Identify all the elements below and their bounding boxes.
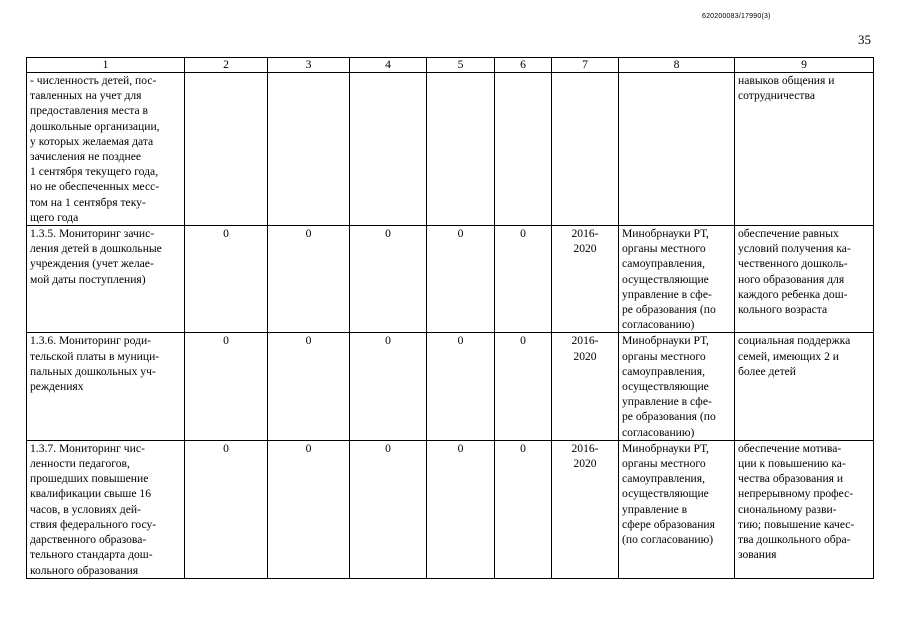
outcome-cell — [735, 440, 874, 578]
cell-text-line: 2016- — [571, 334, 599, 348]
cell-text-line: сотрудничества — [738, 89, 815, 103]
responsible-cell — [619, 333, 735, 440]
cell-text-line: 1 сентября текущего года, — [30, 165, 159, 179]
cell-text-line: обеспечение равных — [738, 227, 839, 241]
cell-text-line — [555, 73, 615, 88]
value-cell — [350, 73, 427, 226]
cell-text-line: зачисления не позднее — [30, 150, 142, 164]
cell-text-line: кольного образования — [30, 563, 139, 577]
cell-text-line: тавленных на учет для — [30, 89, 142, 103]
cell-text-line: чества образования и — [738, 472, 844, 486]
cell-text-line: семей, имеющих 2 и — [738, 349, 839, 363]
value-cell — [495, 73, 552, 226]
cell-text-line: прошедших повышение — [30, 472, 149, 486]
column-header-2: 2 — [185, 58, 268, 73]
cell-text-line: (по согласованию) — [622, 533, 714, 547]
value-cell: 0 — [427, 226, 495, 333]
cell-text-line: ствия федерального госу- — [30, 517, 157, 531]
cell-text-line: более детей — [738, 364, 796, 378]
cell-text-line: тельного стандарта дош- — [30, 548, 153, 562]
value-cell: 0 — [495, 333, 552, 440]
column-header-1: 1 — [27, 58, 185, 73]
cell-text-line: сфере образования — [622, 517, 715, 531]
cell-text-line: управление в — [622, 502, 688, 516]
cell-text-line: управление в сфе- — [622, 287, 712, 301]
cell-text-line: условий получения ка- — [738, 242, 851, 256]
cell-text-line: зования — [738, 548, 777, 562]
cell-text-line: самоуправления, — [622, 472, 705, 486]
cell-text-line: у которых желаемая дата — [30, 134, 154, 148]
cell-text-line: ления детей в дошкольные — [30, 242, 162, 256]
outcome-cell — [735, 226, 874, 333]
document-id: 620200083/17990(3) — [702, 13, 771, 20]
outcome-cell — [735, 73, 874, 226]
cell-text-line: щего года — [30, 210, 79, 224]
cell-text-line: непрерывному профес- — [738, 487, 854, 501]
cell-text-line: тию; повышение качес- — [738, 517, 855, 531]
cell-text-line: сиональному разви- — [738, 502, 837, 516]
value-cell: 0 — [268, 440, 350, 578]
cell-text-line: учреждения (учет желае- — [30, 257, 154, 271]
cell-text-line: 2016- — [571, 441, 599, 455]
cell-text-line: органы местного — [622, 349, 706, 363]
cell-text-line: осуществляющие — [622, 380, 709, 394]
cell-text-line: навыков общения и — [738, 74, 835, 87]
cell-text-line — [555, 88, 615, 103]
cell-text-line: самоуправления, — [622, 364, 705, 378]
cell-text-line: но не обеспеченных месс- — [30, 180, 160, 194]
cell-text-line: самоуправления, — [622, 257, 705, 271]
column-header-3: 3 — [268, 58, 350, 73]
responsible-cell — [619, 440, 735, 578]
cell-text-line: 1.3.5. Мониторинг зачис- — [30, 227, 155, 241]
column-header-8: 8 — [619, 58, 735, 73]
cell-text-line: мой даты поступления) — [30, 272, 146, 286]
cell-text-line: предоставления места в — [30, 104, 149, 118]
cell-text-line: осуществляющие — [622, 487, 709, 501]
cell-text-line: 2020 — [573, 242, 597, 256]
cell-text-line: том на 1 сентября теку- — [30, 195, 146, 209]
value-cell: 0 — [268, 333, 350, 440]
measure-cell — [27, 226, 185, 333]
column-number-row — [27, 58, 874, 73]
value-cell: 0 — [185, 226, 268, 333]
cell-text-line: органы местного — [622, 242, 706, 256]
cell-text-line: ного образования для — [738, 272, 845, 286]
cell-text-line: тва дошкольного обра- — [738, 533, 851, 547]
cell-text-line: дошкольные организации, — [30, 119, 160, 133]
cell-text-line: согласованию) — [622, 425, 695, 439]
value-cell: 0 — [495, 226, 552, 333]
value-cell: 0 — [185, 333, 268, 440]
responsible-cell — [619, 73, 735, 226]
cell-text-line: тельской платы в муници- — [30, 349, 160, 363]
value-cell: 0 — [427, 440, 495, 578]
cell-text-line: управление в сфе- — [622, 395, 712, 409]
cell-text-line: часов, в условиях дей- — [30, 502, 141, 516]
cell-text-line: осуществляющие — [622, 272, 709, 286]
value-cell: 0 — [185, 440, 268, 578]
cell-text-line: 2020 — [573, 349, 597, 363]
column-header-5: 5 — [427, 58, 495, 73]
cell-text-line: Минобрнауки РТ, — [622, 334, 709, 348]
cell-text-line: - численность детей, пос- — [30, 74, 157, 87]
value-cell: 0 — [268, 226, 350, 333]
cell-text-line: чественного дошколь- — [738, 257, 848, 271]
cell-text-line: 2020 — [573, 457, 597, 471]
value-cell — [427, 73, 495, 226]
value-cell: 0 — [350, 440, 427, 578]
value-cell: 0 — [350, 333, 427, 440]
cell-text-line: согласованию) — [622, 318, 695, 332]
column-header-4: 4 — [350, 58, 427, 73]
measure-cell — [27, 440, 185, 578]
column-header-6: 6 — [495, 58, 552, 73]
cell-text-line: пальных дошкольных уч- — [30, 364, 156, 378]
cell-text-line: социальная поддержка — [738, 334, 851, 348]
period-cell — [552, 333, 619, 440]
table-row — [27, 73, 874, 226]
cell-text-line: ленности педагогов, — [30, 457, 130, 471]
value-cell — [185, 73, 268, 226]
cell-text-line: каждого ребенка дош- — [738, 287, 848, 301]
cell-text-line: кольного возраста — [738, 303, 828, 317]
outcome-cell — [735, 333, 874, 440]
cell-text-line: ции к повышению ка- — [738, 457, 846, 471]
cell-text-line: реждениях — [30, 380, 84, 394]
cell-text-line: ре образования (по — [622, 303, 716, 317]
cell-text-line: дарственного образова- — [30, 533, 147, 547]
value-cell — [268, 73, 350, 226]
cell-text-line: органы местного — [622, 457, 706, 471]
cell-text-line: Минобрнауки РТ, — [622, 227, 709, 241]
measure-cell — [27, 333, 185, 440]
measure-cell — [27, 73, 185, 226]
cell-text-line: 1.3.7. Мониторинг чис- — [30, 441, 145, 455]
period-cell — [552, 73, 619, 226]
page-number: 35 — [858, 32, 871, 47]
table-row — [27, 226, 874, 333]
value-cell: 0 — [495, 440, 552, 578]
value-cell: 0 — [427, 333, 495, 440]
period-cell — [552, 226, 619, 333]
cell-text-line: 2016- — [571, 227, 599, 241]
cell-text-line: обеспечение мотива- — [738, 441, 842, 455]
cell-text-line: квалификации свыше 16 — [30, 487, 151, 501]
period-cell — [552, 440, 619, 578]
cell-text-line: Минобрнауки РТ, — [622, 441, 709, 455]
column-header-7: 7 — [552, 58, 619, 73]
cell-text-line: 1.3.6. Мониторинг роди- — [30, 334, 152, 348]
activity-table — [26, 57, 874, 579]
table-row — [27, 440, 874, 578]
cell-text-line: ре образования (по — [622, 410, 716, 424]
value-cell: 0 — [350, 226, 427, 333]
responsible-cell — [619, 226, 735, 333]
table-row — [27, 333, 874, 440]
column-header-9: 9 — [735, 58, 874, 73]
